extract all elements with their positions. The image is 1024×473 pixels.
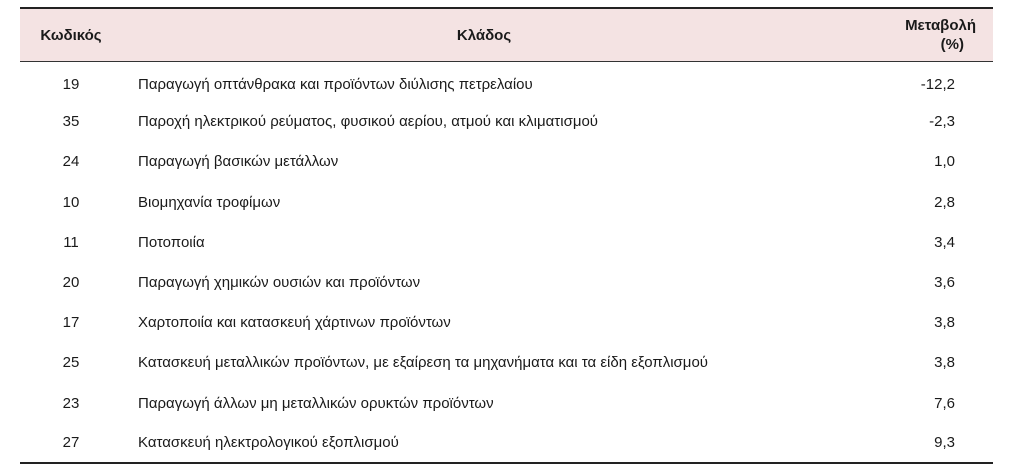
table-row — [20, 142, 993, 182]
row-code: 35 — [62, 113, 80, 131]
table-row — [20, 222, 993, 262]
row-change: 3,8 — [934, 314, 955, 332]
row-code: 10 — [62, 193, 80, 211]
header-change-unit: (%) — [940, 36, 964, 53]
row-change: 9,3 — [934, 434, 955, 452]
row-change: 7,6 — [934, 394, 955, 412]
sector-change-table-container — [20, 7, 993, 464]
row-code: 24 — [62, 153, 80, 171]
sector-change-table — [20, 7, 993, 464]
header-row — [20, 8, 993, 62]
row-change: 2,8 — [934, 193, 955, 211]
row-code: 27 — [62, 434, 80, 452]
row-sector: Παραγωγή οπτάνθρακα και προϊόντων διύλισης πετρελαίου — [138, 76, 533, 94]
table-row — [20, 423, 993, 463]
table-header — [20, 8, 993, 62]
row-change: -2,3 — [929, 113, 955, 131]
row-change: 3,8 — [934, 354, 955, 372]
header-code: Κωδικός — [40, 26, 102, 44]
table-row — [20, 343, 993, 383]
table-row — [20, 102, 993, 142]
row-code: 11 — [63, 233, 79, 251]
row-change: 3,4 — [934, 233, 955, 251]
header-change — [846, 8, 993, 62]
table-row — [20, 383, 993, 423]
row-sector: Ποτοποιία — [138, 233, 205, 251]
table-row — [20, 182, 993, 222]
row-sector: Παροχή ηλεκτρικού ρεύματος, φυσικού αερίου, ατμού και κλιματισμού — [138, 113, 599, 131]
table-row — [20, 262, 993, 302]
row-change: 3,6 — [934, 274, 955, 292]
row-sector: Παραγωγή χημικών ουσιών και προϊόντων — [138, 274, 421, 292]
row-code: 19 — [62, 76, 80, 94]
row-sector: Παραγωγή άλλων μη μεταλλικών ορυκτών προϊόντων — [138, 394, 494, 412]
row-change: 1,0 — [934, 153, 955, 171]
row-sector: Βιομηχανία τροφίμων — [138, 193, 281, 211]
table-body — [20, 62, 993, 464]
row-sector: Κατασκευή μεταλλικών προϊόντων, με εξαίρεση τα μηχανήματα και τα είδη εξοπλισμού — [138, 354, 708, 372]
row-sector: Παραγωγή βασικών μετάλλων — [138, 153, 339, 171]
row-code: 23 — [62, 394, 80, 412]
row-code: 25 — [62, 354, 80, 372]
table-row — [20, 62, 993, 102]
row-sector: Κατασκευή ηλεκτρολογικού εξοπλισμού — [138, 434, 399, 452]
header-sector: Κλάδος — [456, 26, 512, 44]
header-change-label: Μεταβολή — [905, 17, 976, 34]
row-change: -12,2 — [920, 76, 955, 94]
row-code: 20 — [62, 274, 80, 292]
row-sector: Χαρτοποιία και κατασκευή χάρτινων προϊόντων — [138, 314, 451, 332]
row-code: 17 — [62, 314, 80, 332]
table-row — [20, 303, 993, 343]
